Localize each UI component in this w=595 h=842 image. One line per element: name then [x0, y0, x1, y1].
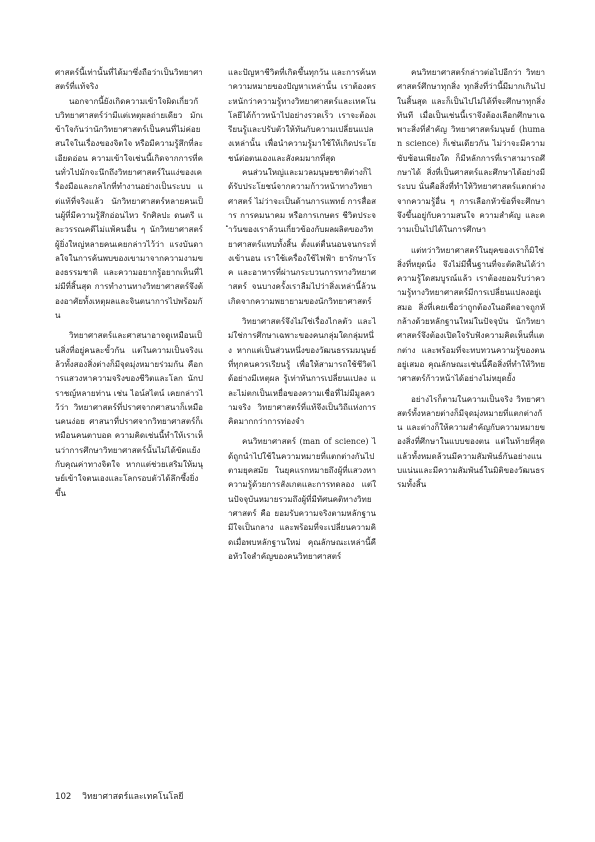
paragraph: วิทยาศาสตร์และศาสนาอาจดูเหมือนเป็นสิ่งที่อยู่คนละขั้วกัน แต่ในความเป็นจริงแล้วทั้งสองสิ่งต่างก็มีจุดมุ่งหมายร่วมกัน คือการแสวงหาความจริงของชีวิตและโลก นักปราชญ์หลายท่าน เช่น ไอน์สไตน์ เคยกล่าวไว้ว่า วิทยาศาสตร์ที่ปราศจากศาสนาก็เหมือนคนง่อย ศาสนาที่ปราศจากวิทยาศาสตร์ก็เหมือนคนตาบอด ความคิดเช่นนี้ทำให้เราเห็นว่าการศึกษาวิทยาศาสตร์นั้นไม่ได้ขัดแย้งกับคุณค่าทางจิตใจ หากแต่ช่วยเสริมให้มนุษย์เข้าใจตนเองและโลกรอบตัวได้ลึกซึ้งยิ่งขึ้น — [55, 331, 203, 498]
paragraph: วิทยาศาสตร์จึงไม่ใช่เรื่องไกลตัว และไม่ใช่การศึกษาเฉพาะของคนกลุ่มใดกลุ่มหนึ่ง หากแต่เป็นส่วนหนึ่งของวัฒนธรรมมนุษย์ที่ทุกคนควรเรียนรู้ เพื่อให้สามารถใช้ชีวิตได้อย่างมีเหตุผล รู้เท่าทันการเปลี่ยนแปลง และไม่ตกเป็นเหยื่อของความเชื่อที่ไม่มีมูลความจริง วิทยาศาสตร์ที่แท้จึงเป็นวิถีแห่งการคิดมากกว่าการท่องจำ — [228, 317, 376, 427]
text-column-1 — [55, 66, 203, 501]
page-footer — [55, 789, 191, 803]
paragraph: คนวิทยาศาสตร์ (man of science) ได้ถูกนำไปใช้ในความหมายที่แตกต่างกันไปตามยุคสมัย ในยุคแรกหมายถึงผู้ที่แสวงหาความรู้ด้วยการสังเกตและการทดลอง แต่ในปัจจุบันหมายรวมถึงผู้ที่มีทัศนคติทางวิทยาศาสตร์ คือ ยอมรับความจริงตามหลักฐาน มีใจเป็นกลาง และพร้อมที่จะเปลี่ยนความคิดเมื่อพบหลักฐานใหม่ คุณลักษณะเหล่านี้คือหัวใจสำคัญของคนวิทยาศาสตร์ — [228, 437, 376, 561]
running-title: วิทยาศาสตร์และเทคโนโลยี — [82, 792, 184, 802]
page-number: 102 — [55, 792, 72, 802]
paragraph: นอกจากนี้ยังเกิดความเข้าใจผิดเกี่ยวกับวิทยาศาสตร์ว่ามีแต่เหตุผลถ่ายเดียว มักเข้าใจกันว่านักวิทยาศาสตร์เป็นคนที่ไม่ค่อยสนใจในเรื่องของจิตใจ หรือมีความรู้สึกที่ละเอียดอ่อน ความเข้าใจเช่นนี้เกิดจากการที่คนทั่วไปมักจะนึกถึงวิทยาศาสตร์ในแง่ของเครื่องมือและกลไกที่ทำงานอย่างเป็นระบบ แต่แท้ที่จริงแล้ว นักวิทยาศาสตร์หลายคนเป็นผู้ที่มีความรู้สึกอ่อนไหว รักศิลปะ ดนตรี และวรรณคดีไม่แพ้คนอื่น ๆ นักวิทยาศาสตร์ผู้ยิ่งใหญ่หลายคนเคยกล่าวไว้ว่า แรงบันดาลใจในการค้นพบของเขามาจากความงามของธรรมชาติ และความอยากรู้อยากเห็นที่ไม่มีที่สิ้นสุด การทำงานทางวิทยาศาสตร์จึงต้องอาศัยทั้งเหตุผลและจินตนาการไปพร้อมกัน — [55, 96, 203, 321]
text-column-2 — [228, 66, 376, 564]
paragraph: แต่ทว่าวิทยาศาสตร์ในยุคของเราก็มิใช่สิ่งที่หยุดนิ่ง จึงไม่มีพื้นฐานที่จะตัดสินได้ว่าความรู้ใดสมบูรณ์แล้ว เราต้องยอมรับว่าความรู้ทางวิทยาศาสตร์มีการเปลี่ยนแปลงอยู่เสมอ สิ่งที่เคยเชื่อว่าถูกต้องในอดีตอาจถูกหักล้างด้วยหลักฐานใหม่ในปัจจุบัน นักวิทยาศาสตร์จึงต้องเปิดใจรับฟังความคิดเห็นที่แตกต่าง และพร้อมที่จะทบทวนความรู้ของตนอยู่เสมอ คุณลักษณะเช่นนี้คือสิ่งที่ทำให้วิทยาศาสตร์ก้าวหน้าได้อย่างไม่หยุดยั้ง — [397, 245, 545, 384]
paragraph: และปัญหาชีวิตที่เกิดขึ้นทุกวัน และการค้นหาความหมายของปัญหาเหล่านั้น เราต้องตระหนักว่าความรู้ทางวิทยาศาสตร์และเทคโนโลยีได้ก้าวหน้าไปอย่างรวดเร็ว เราจะต้องเรียนรู้และปรับตัวให้ทันกับความเปลี่ยนแปลงเหล่านั้น เพื่อนำความรู้มาใช้ให้เกิดประโยชน์ต่อตนเองและสังคมมากที่สุด — [228, 68, 376, 163]
paragraph: คนวิทยาศาสตร์กล่าวต่อไปอีกว่า วิทยาศาสตร์ศึกษาทุกสิ่ง ทุกสิ่งที่ว่านี้มีมากเกินไปในสิ้นสุด และก็เป็นไปไม่ได้ที่จะศึกษาทุกสิ่งทันที เมื่อเป็นเช่นนี้เราจึงต้องเลือกศึกษาเฉพาะสิ่งที่สำคัญ วิทยาศาสตร์มนุษย์ (human science) ก็เช่นเดียวกัน ไม่ว่าจะมีความซับซ้อนเพียงใด ก็มีหลักการที่เราสามารถศึกษาได้ สิ่งที่เป็นศาสตร์และศึกษาได้อย่างมีระบบ นั่นคือสิ่งที่ทำให้วิทยาศาสตร์แตกต่างจากความรู้อื่น ๆ การเลือกหัวข้อที่จะศึกษาจึงขึ้นอยู่กับความสนใจ ความสำคัญ และความเป็นไปได้ในการศึกษา — [397, 68, 545, 235]
text-column-3 — [397, 66, 545, 493]
paragraph: อย่างไรก็ตามในความเป็นจริง วิทยาศาสตร์ทั้งหลายต่างก็มีจุดมุ่งหมายที่แตกต่างกัน และต่างก็ให้ความสำคัญกับความหมายของสิ่งที่ศึกษาในแบบของตน แต่ในท้ายที่สุดแล้วทั้งหมดล้วนมีความสัมพันธ์กันอย่างแนบแน่นและมีความสัมพันธ์ในมิติของวัฒนธรรมทั้งสิ้น — [397, 394, 545, 490]
paragraph: คนส่วนใหญ่และมวลมนุษยชาติต่างก็ได้รับประโยชน์จากความก้าวหน้าทางวิทยาศาสตร์ ไม่ว่าจะเป็นด้านการแพทย์ การสื่อสาร การคมนาคม หรือการเกษตร ชีวิตประจำวันของเราล้วนเกี่ยวข้องกับผลผลิตของวิทยาศาสตร์แทบทั้งสิ้น ตั้งแต่ตื่นนอนจนกระทั่งเข้านอน เราใช้เครื่องใช้ไฟฟ้า ยารักษาโรค และอาหารที่ผ่านกระบวนการทางวิทยาศาสตร์ จนบางครั้งเราลืมไปว่าสิ่งเหล่านี้ล้วนเกิดจากความพยายามของนักวิทยาศาสตร์ — [228, 168, 376, 306]
paragraph: ศาสตร์นี้เท่านั้นที่ได้มาซึ่งถือว่าเป็นวิทยาศาสตร์ที่แท้จริง — [55, 68, 203, 92]
